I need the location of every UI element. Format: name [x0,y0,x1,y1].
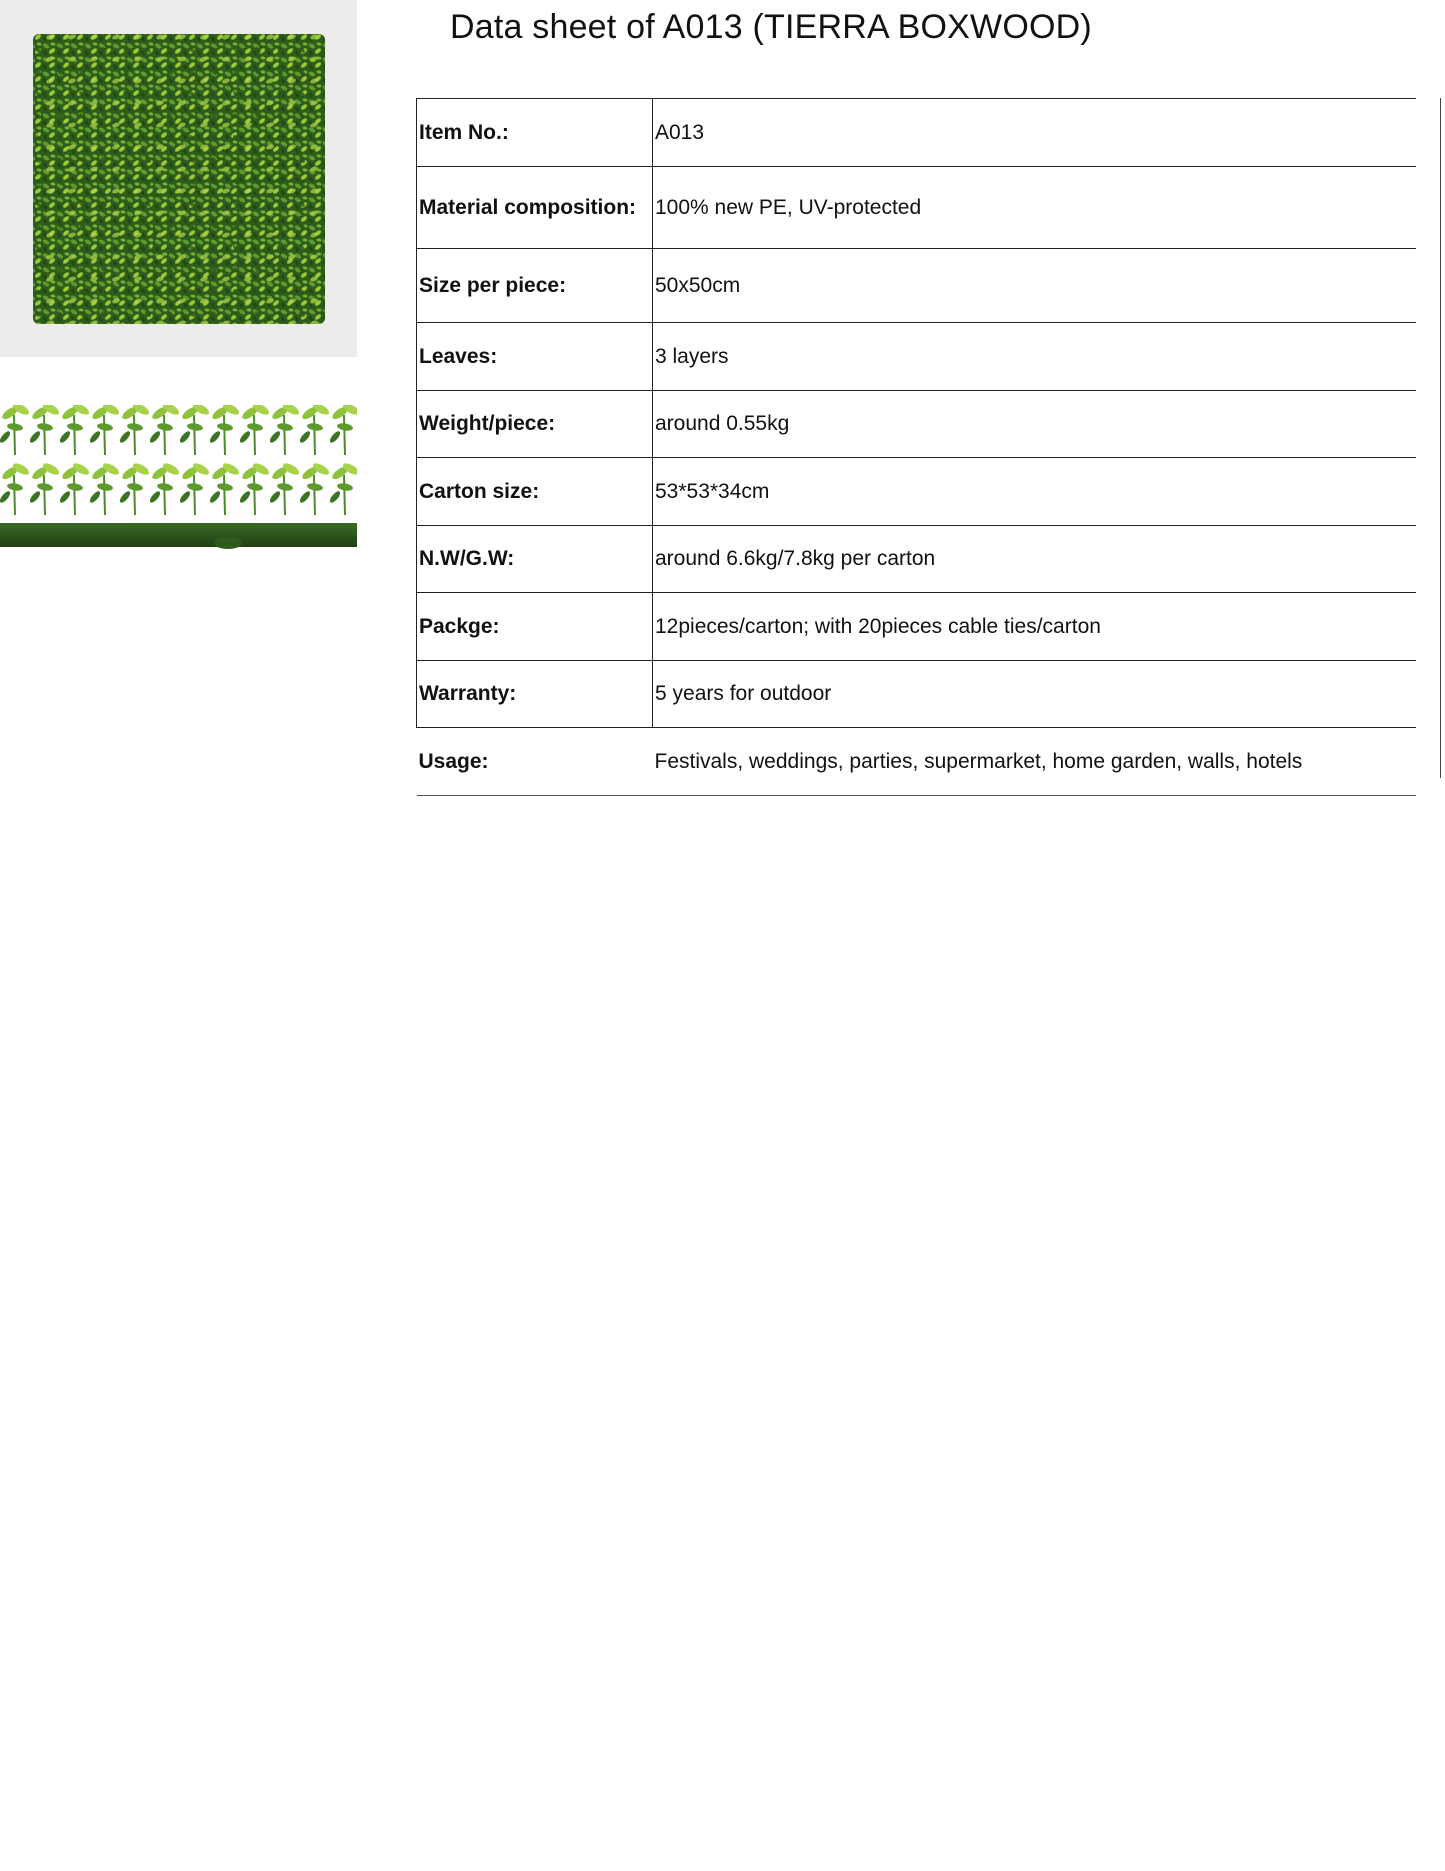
boxwood-panel-side-graphic [0,395,357,555]
spec-value: 12pieces/carton; with 20pieces cable ties/carton [653,593,1417,661]
spec-label: Packge: [417,593,653,661]
spec-row-warranty [417,661,1417,728]
boxwood-panel-front-graphic [0,0,357,357]
spec-value: 5 years for outdoor [653,661,1417,728]
spec-row-material [417,167,1417,249]
spec-label: Warranty: [417,661,653,728]
page-title: Data sheet of A013 (TIERRA BOXWOOD) [450,8,1092,46]
spec-label: Leaves: [417,323,653,391]
spec-value: 50x50cm [653,249,1417,323]
spec-row-carton-size [417,458,1417,526]
table-right-border [1440,98,1441,778]
spec-row-weights [417,526,1417,593]
spec-label: Usage: [417,728,653,796]
spec-table [416,98,1416,796]
spec-label: Item No.: [417,99,653,167]
spec-row-size [417,249,1417,323]
spec-row-package [417,593,1417,661]
spec-value: 100% new PE, UV-protected [653,167,1417,249]
spec-value: around 0.55kg [653,391,1417,458]
boxwood-panel-side-photo [0,395,357,555]
spec-value: 53*53*34cm [653,458,1417,526]
spec-label: Carton size: [417,458,653,526]
spec-label: Size per piece: [417,249,653,323]
spec-value: around 6.6kg/7.8kg per carton [653,526,1417,593]
spec-value: A013 [653,99,1417,167]
spec-label: Weight/piece: [417,391,653,458]
spec-row-usage [417,728,1417,796]
spec-row-leaves [417,323,1417,391]
spec-label: N.W/G.W: [417,526,653,593]
spec-value: 3 layers [653,323,1417,391]
boxwood-panel-front-photo [0,0,357,357]
spec-label: Material composition: [417,167,653,249]
spec-row-item-no [417,99,1417,167]
spec-value: Festivals, weddings, parties, supermarket, home garden, walls, hotels [653,728,1417,796]
spec-row-weight [417,391,1417,458]
